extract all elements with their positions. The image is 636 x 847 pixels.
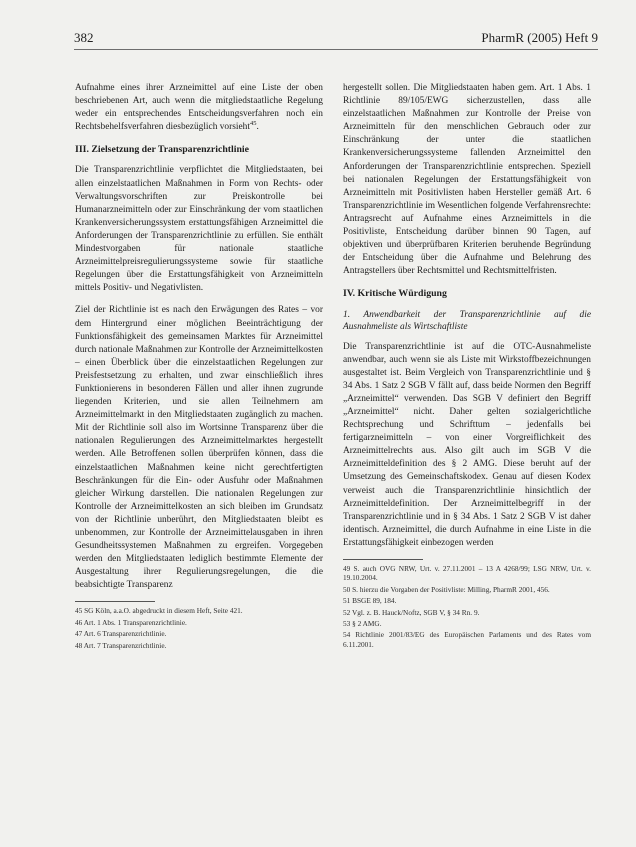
footnote: 54 Richtlinie 2001/83/EG des Europäischen Parlaments und des Rates vom 6.11.2001. bbox=[343, 630, 591, 649]
left-column bbox=[75, 82, 323, 652]
footnote-separator bbox=[343, 559, 423, 560]
footnote: 53 § 2 AMG. bbox=[343, 619, 382, 629]
footnote: 52 Vgl. z. B. Hauck/Noftz, SGB V, § 34 Rn. 9. bbox=[343, 607, 480, 617]
intro-paragraph-text: Aufnahme eines ihrer Arzneimittel auf eine Liste der oben beschriebenen Art, auch wenn die mitgliedstaatliche Regelung weder ein entsprechendes Entscheidungsverfahren noch ein Rechtsbehelfsverfahren diesbezüglich vorsieht bbox=[75, 83, 323, 133]
paragraph: Ziel der Richtlinie ist es nach den Erwägungen des Rates – vor dem Hintergrund einer möglichen Beeinträchtigung der Funktionsfähigkeit des gemeinsamen Marktes für Arzneimittel durch nationale Maßnahmen zur Kontrolle der Arzneimittelkosten – einen Überblick über die einzelstaatlichen Regelungen zur Preisfestsetzung zu erhalten, und zwar einschließlich ihres Funktionierens in besonderen Fällen und aller ihnen zugrunde liegenden Kriterien, und sie allen Teilnehmern am Arzneimittelmarkt in den Mitgliedstaaten zugänglich zu machen. Mit der Richtlinie soll also im Wortsinne Transparenz über die nationalen Regulierungen des Arzneimittelmarktes hergestellt werden. Alle Betroffenen sollen überprüfen können, dass die einzelstaatlichen Maßnahmen keine nicht gerechtfertigten Beschränkungen für die Ein- oder Ausfuhr oder Maßnahmen gleicher Wirkung darstellen. Die nationalen Regelungen zur Kontrolle der Arzneimittelkosten an sich bleiben im Grundsatz von der Richtlinie unberührt, den Mitgliedstaaten bleibt es unbenommen, zur Kontrolle der Arzneimittelausgaben in ihren Gesundheitssystemen Maßnahmen zu ergreifen. Vorgegeben werden den Mitgliedstaaten lediglich bestimmte Elemente der Ausgestaltung ihrer Regulierungsregelungen, die die beabsichtigte Transparenz bbox=[75, 305, 323, 591]
footnote-separator bbox=[75, 601, 155, 602]
page-number: 382 bbox=[74, 30, 94, 45]
right-column bbox=[343, 82, 591, 651]
section-heading-iii: III. Zielsetzung der Transparenzrichtlinie bbox=[75, 144, 249, 156]
footnote: 48 Art. 7 Transparenzrichtlinie. bbox=[75, 640, 167, 650]
paragraph: Die Transparenzrichtlinie verpflichtet die Mitgliedstaaten, bei allen einzelstaatlichen Maßnahmen in Form von Rechts- oder Verwaltungsvorschriften zur Preiskontrolle bei Humanarzneimitteln oder zur Einschränkung der vom staatlichen Krankenversicherungssystem erstattungsfähigen Arzneimittel die Anforderungen der Transparenzrichtlinie zu erfüllen. Sie enthält Mindestvorgaben für nationale staatliche Arzneimittelpreisregulierungssysteme sowie für staatliche Regelungen über die Erstattungsfähigkeit von Arzneimitteln mittels Positiv- und Negativlisten. bbox=[75, 165, 323, 294]
page-header bbox=[74, 30, 598, 50]
intro-paragraph: Aufnahme eines ihrer Arzneimittel auf eine Liste der oben beschriebenen Art, auch wenn die mitgliedstaatliche Regelung weder ein entsprechendes Entscheidungsverfahren noch ein Rechtsbehelfsverfahren diesbezüglich vorsieht$^{45}$. bbox=[75, 83, 323, 133]
footnote: 49 S. auch OVG NRW, Urt. v. 27.11.2001 – 13 A 4268/99; LSG NRW, Urt. v. 19.10.2004. bbox=[343, 564, 591, 583]
paragraph: Die Transparenzrichtlinie ist auf die OTC-Ausnahmeliste anwendbar, auch wenn sie als Liste mit Wirkstoffbezeichnungen ausgestaltet ist. Beim Vergleich von Transparenzrichtlinie und § 34 Abs. 1 Satz 2 SGB V fällt auf, dass beide Normen den Begriff „Arzneimittel“ verwenden. Das SGB V definiert den Begriff „Arzneimittel“ nicht. Daher gelten sozialgerichtliche Rechtsprechung und Schrifttum – jedenfalls bei fertigarzneimitteln – von einer Vorgreiflichkeit des Arzneimittelrechts aus. Also gilt auch im SGB V die Arzneimitteldefinition des § 2 AMG. Diese beruht auf der Umsetzung des Gemeinschaftskodex. Genau auf diesen Kodex verweist auch die Transparenzrichtlinie hinsichtlich der Arzneimitteldefinition. Der Arzneimittelbegriff in der Transparenzrichtlinie und in § 34 Abs. 1 Satz 2 SGB V ist daher identisch. Arzneimittel, die durch Aufnahme in eine Liste in die Erstattungsfähigkeit einbezogen werden bbox=[343, 341, 591, 548]
footnote: 51 BSGE 89, 184. bbox=[343, 596, 397, 606]
footnotes-right bbox=[343, 564, 591, 649]
footnote: 45 SG Köln, a.a.O. abgedruckt in diesem Heft, Seite 421. bbox=[75, 606, 243, 616]
footnote: 46 Art. 1 Abs. 1 Transparenzrichtlinie. bbox=[75, 617, 187, 627]
footnote: 47 Art. 6 Transparenzrichtlinie. bbox=[75, 629, 167, 639]
footnote-ref: 45 bbox=[249, 120, 257, 128]
paragraph: hergestellt sollen. Die Mitgliedstaaten haben gem. Art. 1 Abs. 1 Richtlinie 89/105/EWG sicherzustellen, dass alle einzelstaatlichen Maßnahmen zur Kontrolle der Preise von Arzneimitteln für den menschlichen Gebrauch oder zur Einschränkung der unter die staatlichen Krankenversicherungssysteme fallenden Arzneimittel den Anforderungen der Transparenzrichtlinie entsprechen. Speziell bei nationalen Regelungen der Erstattungsfähigkeit von Arzneimitteln mit Positivlisten haben Hersteller gemäß Art. 6 Transparenzrichtlinie im Wesentlichen folgende Verfahrensrechte: Antragsrecht auf Aufnahme eines Arzneimittels in die Positivliste, Entscheidung darüber binnen 90 Tagen, auf objektiven und überprüfbaren Kriterien beruhende Begründung der Entscheidung über die Aufnahme und Belehrung des Antragstellers über Rechtsmittel und Rechtsmittelfristen. bbox=[343, 83, 591, 277]
subsection-heading: 1. Anwendbarkeit der Transparenzrichtlinie auf die Ausnahmeliste als Wirtschaftliste bbox=[343, 309, 591, 332]
footnotes-left bbox=[75, 606, 323, 650]
journal-title: PharmR (2005) Heft 9 bbox=[481, 30, 598, 45]
section-heading-iv: IV. Kritische Würdigung bbox=[343, 288, 447, 300]
footnote: 50 S. hierzu die Vorgaben der Positivliste: Milling, PharmR 2001, 456. bbox=[343, 584, 550, 594]
